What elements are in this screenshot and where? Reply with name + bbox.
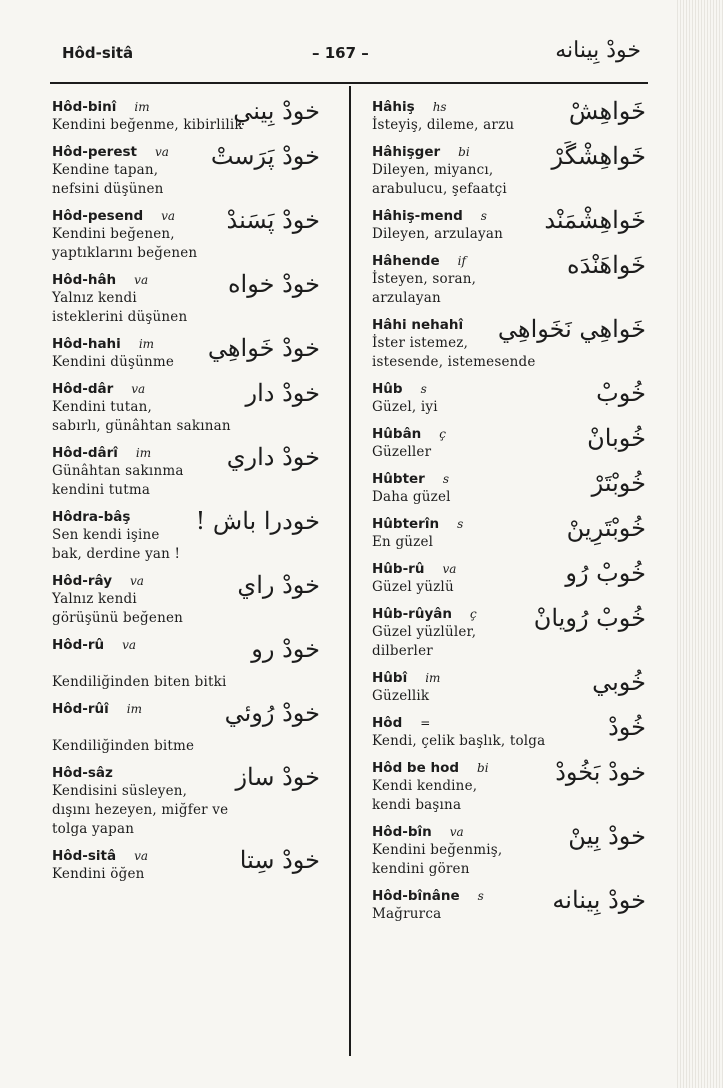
entry-headword: Hôd-hahi <box>52 336 121 352</box>
entry-definition-line: Kendini düşünme <box>52 354 175 370</box>
dictionary-entry <box>52 96 320 135</box>
entry-part-of-speech: ç <box>439 427 447 441</box>
entry-ottoman-script: خودْ بَخُودْ <box>555 758 646 786</box>
entry-definition-line: isteklerini düşünen <box>52 309 188 325</box>
entry-part-of-speech: bi <box>477 761 489 775</box>
entry-headword: Hûbân <box>372 426 422 442</box>
entry-definition-line: kendi başına <box>372 797 462 813</box>
entry-headword: Hôd-perest <box>52 144 137 160</box>
entry-ottoman-script: خَواهِشْ <box>568 97 646 125</box>
entry-headword: Hûb-rûyân <box>372 606 452 622</box>
entry-ottoman-script: خَواهِشْمَنْد <box>544 206 646 234</box>
entry-definition-line: Yalnız kendi <box>52 591 137 607</box>
entry-headword: Hûbter <box>372 471 425 487</box>
entry-part-of-speech: if <box>457 254 466 268</box>
entry-ottoman-script: خُوبْ رُويانْ <box>533 604 646 632</box>
header-rule <box>50 82 648 84</box>
dictionary-entry <box>52 506 320 564</box>
entry-part-of-speech: va <box>154 145 169 159</box>
entry-ottoman-script: خودْ پَرَستْ <box>210 142 320 170</box>
entry-definition-line: Kendini tutan, <box>52 399 153 415</box>
dictionary-entry <box>52 570 320 628</box>
entry-definition-line: Kendi, çelik başlık, tolga <box>372 733 546 749</box>
entry-definition-line: yaptıklarını beğenen <box>52 245 198 261</box>
entry-ottoman-script: خودْ بِيني <box>233 97 320 125</box>
entry-headword: Hûbterîn <box>372 516 440 532</box>
dictionary-entry <box>372 603 646 661</box>
page-number: – 167 – <box>312 44 369 62</box>
entry-part-of-speech: va <box>134 273 149 287</box>
entry-definition-line: Kendini beğenmiş, <box>372 842 503 858</box>
entry-definition-line: sabırlı, günâhtan sakınan <box>52 418 231 434</box>
entry-definition-line: Güzel, iyi <box>372 399 438 415</box>
entry-headword: Hâhiş <box>372 99 415 115</box>
entry-headword: Hôd be hod <box>372 760 460 776</box>
entry-part-of-speech: va <box>442 562 457 576</box>
column-divider <box>349 86 351 1056</box>
entry-ottoman-script: خُوبْ رُو <box>565 559 646 587</box>
entry-headword: Hôd-hâh <box>52 272 117 288</box>
entry-definition-line: Kendisini süsleyen, <box>52 783 188 799</box>
entry-ottoman-script: خَواهِي نَخَواهِي <box>497 315 646 343</box>
dictionary-entry <box>372 205 646 244</box>
dictionary-entry <box>52 141 320 199</box>
entry-definition-line: bak, derdine yan ! <box>52 546 181 562</box>
dictionary-entry <box>52 333 320 372</box>
entry-part-of-speech: ç <box>469 607 477 621</box>
entry-definition-line: istesende, istemesende <box>372 354 536 370</box>
entry-ottoman-script: خودْ بِينانه <box>552 886 646 914</box>
entry-headword: Hûb-rû <box>372 561 425 577</box>
dictionary-entry <box>372 141 646 199</box>
entry-headword: Hôd-pesend <box>52 208 144 224</box>
entry-definition-line: nefsini düşünen <box>52 181 164 197</box>
dictionary-entry <box>52 762 320 839</box>
page-edge <box>675 0 723 1088</box>
right-column <box>372 96 646 930</box>
entry-headword: Hôd-rây <box>52 573 112 589</box>
entry-part-of-speech: s <box>420 382 427 396</box>
entry-part-of-speech: bi <box>458 145 470 159</box>
entry-ottoman-script: خودْ داري <box>226 443 320 471</box>
entry-part-of-speech: va <box>122 638 137 652</box>
entry-part-of-speech: im <box>134 100 150 114</box>
entry-definition-line: İsteyiş, dileme, arzu <box>372 117 515 133</box>
entry-part-of-speech: va <box>130 574 144 588</box>
entry-ottoman-script: خُوبْ <box>596 379 646 407</box>
entry-definition-line: dışını hezeyen, miğfer ve <box>52 802 229 818</box>
entry-definition-line: Günâhtan sakınma <box>52 463 184 479</box>
entry-ottoman-script: خودرا باش ! <box>195 507 320 535</box>
entry-definition-line: Dileyen, miyancı, <box>372 162 494 178</box>
dictionary-entry <box>52 698 320 756</box>
entry-part-of-speech: va <box>131 382 146 396</box>
dictionary-entry <box>372 667 646 706</box>
dictionary-entry <box>372 423 646 462</box>
entry-ottoman-script: خودْ ساز <box>235 763 320 791</box>
entry-definition-line: Güzel yüzlü <box>372 579 454 595</box>
entry-ottoman-script: خودْ رُوئي <box>224 699 320 727</box>
entry-headword: Hôd-rû <box>52 637 105 653</box>
entry-headword: Hâhişger <box>372 144 441 160</box>
dictionary-entry <box>52 634 320 692</box>
entry-ottoman-script: خُوبانْ <box>587 424 646 452</box>
entry-part-of-speech: = <box>420 716 431 730</box>
dictionary-entry <box>372 558 646 597</box>
entry-definition-line: Kendiliğinden bitme <box>52 738 195 754</box>
entry-definition-line: kendini gören <box>372 861 470 877</box>
entry-ottoman-script: خَواهِشْگَرْ <box>551 142 646 170</box>
entry-part-of-speech: s <box>457 517 464 531</box>
entry-definition-line: Güzeller <box>372 444 432 460</box>
entry-headword: Hûbî <box>372 670 408 686</box>
entry-headword: Hôdra-bâş <box>52 509 131 525</box>
dictionary-entry <box>372 250 646 308</box>
entry-ottoman-script: خُوبْتَرِينْ <box>566 514 646 542</box>
entry-part-of-speech: va <box>134 849 149 863</box>
entry-part-of-speech: va <box>449 825 464 839</box>
entry-definition-line: İsteyen, soran, <box>372 271 477 287</box>
entry-ottoman-script: خودْ رو <box>251 635 320 663</box>
entry-definition-line: Güzel yüzlüler, <box>372 624 477 640</box>
running-head-left: Hôd-sitâ <box>62 44 134 62</box>
entry-part-of-speech: hs <box>432 100 447 114</box>
entry-ottoman-script: خُوبْتَرْ <box>591 469 646 497</box>
entry-definition-line: Güzellik <box>372 688 430 704</box>
entry-headword: Hôd-dâr <box>52 381 114 397</box>
entry-ottoman-script: خودْ دار <box>245 379 320 407</box>
entry-definition-line: görüşünü beğenen <box>52 610 184 626</box>
entry-definition-line: kendini tutma <box>52 482 151 498</box>
dictionary-entry <box>372 96 646 135</box>
entry-definition-line: Sen kendi işine <box>52 527 160 543</box>
dictionary-entry <box>52 845 320 884</box>
entry-definition-line: Kendine tapan, <box>52 162 159 178</box>
dictionary-entry <box>52 378 320 436</box>
dictionary-entry <box>372 821 646 879</box>
entry-headword: Hôd-sâz <box>52 765 113 781</box>
entry-part-of-speech: s <box>477 889 484 903</box>
entry-headword: Hôd-binî <box>52 99 117 115</box>
entry-definition-line: tolga yapan <box>52 821 135 837</box>
entry-part-of-speech: im <box>138 337 155 351</box>
entry-definition-line: Kendini beğenen, <box>52 226 175 242</box>
entry-definition-line: arzulayan <box>372 290 441 306</box>
dictionary-entry <box>52 205 320 263</box>
entry-definition-line: Dileyen, arzulayan <box>372 226 503 242</box>
entry-part-of-speech: im <box>135 446 152 460</box>
entry-ottoman-script: خودْ بِينْ <box>568 822 646 850</box>
dictionary-entry <box>372 513 646 552</box>
entry-definition-line: Kendini öğen <box>52 866 145 882</box>
entry-headword: Hôd <box>372 715 403 731</box>
entry-definition-line: Kendini beğenme, kibirlilik <box>52 117 243 133</box>
entry-ottoman-script: خُودْ <box>608 713 646 741</box>
entry-definition-line: En güzel <box>372 534 434 550</box>
dictionary-entry <box>52 442 320 500</box>
entry-headword: Hûb <box>372 381 403 397</box>
entry-headword: Hâhi nehahî <box>372 317 464 333</box>
entry-definition-line: Mağrurca <box>372 906 442 922</box>
entry-part-of-speech: im <box>425 671 441 685</box>
entry-headword: Hôd-bîn <box>372 824 432 840</box>
running-head-right: خودْ بِينانه <box>555 38 641 63</box>
entry-ottoman-script: خَواهَنْدَه <box>567 251 646 279</box>
entry-part-of-speech: s <box>442 472 450 486</box>
entry-ottoman-script: خودْ سِتا <box>239 846 320 874</box>
entry-definition-line: İster istemez, <box>372 335 469 351</box>
entry-headword: Hâhiş-mend <box>372 208 463 224</box>
entry-part-of-speech: im <box>126 702 142 716</box>
entry-definition-line: Kendiliğinden biten bitki <box>52 674 227 690</box>
dictionary-entry <box>372 314 646 372</box>
entry-ottoman-script: خودْ راي <box>237 571 320 599</box>
dictionary-entry <box>372 468 646 507</box>
dictionary-entry <box>52 269 320 327</box>
entry-headword: Hôd-sitâ <box>52 848 117 864</box>
dictionary-entry <box>372 712 646 751</box>
entry-part-of-speech: s <box>480 209 487 223</box>
entry-ottoman-script: خُوبي <box>592 668 646 696</box>
entry-part-of-speech: va <box>161 209 176 223</box>
entry-headword: Hâhende <box>372 253 440 269</box>
entry-headword: Hôd-rûî <box>52 701 109 717</box>
entry-headword: Hôd-bînâne <box>372 888 460 904</box>
entry-definition-line: Yalnız kendi <box>52 290 137 306</box>
dictionary-entry <box>372 757 646 815</box>
entry-definition-line: arabulucu, şefaatçi <box>372 181 507 197</box>
entry-ottoman-script: خودْ خَواهِي <box>207 334 320 362</box>
entry-ottoman-script: خودْ خواه <box>227 270 320 298</box>
entry-ottoman-script: خودْ پَسَندْ <box>226 206 320 234</box>
entry-definition-line: dilberler <box>372 643 433 659</box>
entry-definition-line: Kendi kendine, <box>372 778 478 794</box>
entry-headword: Hôd-dârî <box>52 445 118 461</box>
left-column <box>52 96 320 890</box>
entry-definition-line: Daha güzel <box>372 489 451 505</box>
dictionary-entry <box>372 885 646 924</box>
dictionary-entry <box>372 378 646 417</box>
